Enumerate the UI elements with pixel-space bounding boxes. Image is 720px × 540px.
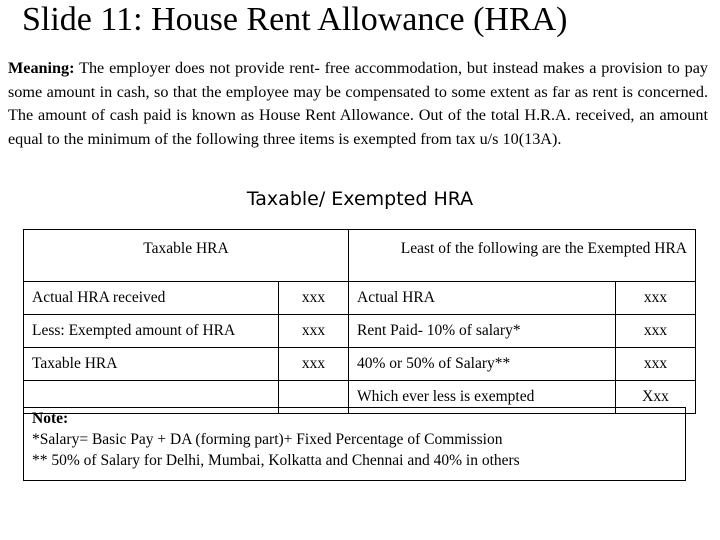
- meaning-paragraph: [8, 57, 708, 151]
- row-exempt-amount: xxx: [616, 315, 696, 348]
- header-exempted-hra: Least of the following are the Exempted HRA: [349, 230, 696, 282]
- row-amount: xxx: [279, 348, 349, 381]
- row-exempt-item: 40% or 50% of Salary**: [349, 348, 616, 381]
- row-item: Actual HRA received: [24, 282, 279, 315]
- row-item: Taxable HRA: [24, 348, 279, 381]
- row-exempt-item: Rent Paid- 10% of salary*: [349, 315, 616, 348]
- row-exempt-item: Actual HRA: [349, 282, 616, 315]
- row-amount: xxx: [279, 315, 349, 348]
- meaning-label: Meaning:: [8, 59, 75, 77]
- table-row: [24, 315, 696, 348]
- notes-box: [23, 407, 686, 481]
- slide-title: Slide 11: House Rent Allowance (HRA): [22, 1, 568, 38]
- row-item: Less: Exempted amount of HRA: [24, 315, 279, 348]
- section-heading: Taxable/ Exempted HRA: [246, 188, 474, 210]
- row-exempt-amount: Xxx: [616, 381, 696, 414]
- row-amount: xxx: [279, 282, 349, 315]
- row-exempt-amount: xxx: [616, 348, 696, 381]
- hra-table: [23, 229, 696, 414]
- row-exempt-item: Which ever less is exempted: [349, 381, 616, 414]
- row-exempt-amount: xxx: [616, 282, 696, 315]
- table-row: [24, 282, 696, 315]
- meaning-text: The employer does not provide rent- free accommodation, but instead makes a provision to pay some amount in cash, so that the employee may be compensated to some extent as far as rent is concerned. The amount of cash paid is known as House Rent Allowance. Out of the total H.R.A. received, an amount equal to the minimum of the following three items is exempted from tax u/s 10(13A).: [8, 59, 708, 148]
- table-row: [24, 348, 696, 381]
- notes-title: Note:: [32, 410, 69, 427]
- note-line-cities: ** 50% of Salary for Delhi, Mumbai, Kolkatta and Chennai and 40% in others: [32, 452, 520, 469]
- table-header-row: [24, 230, 696, 282]
- header-taxable-hra: Taxable HRA: [24, 230, 349, 282]
- note-line-salary: *Salary= Basic Pay + DA (forming part)+ Fixed Percentage of Commission: [32, 431, 503, 448]
